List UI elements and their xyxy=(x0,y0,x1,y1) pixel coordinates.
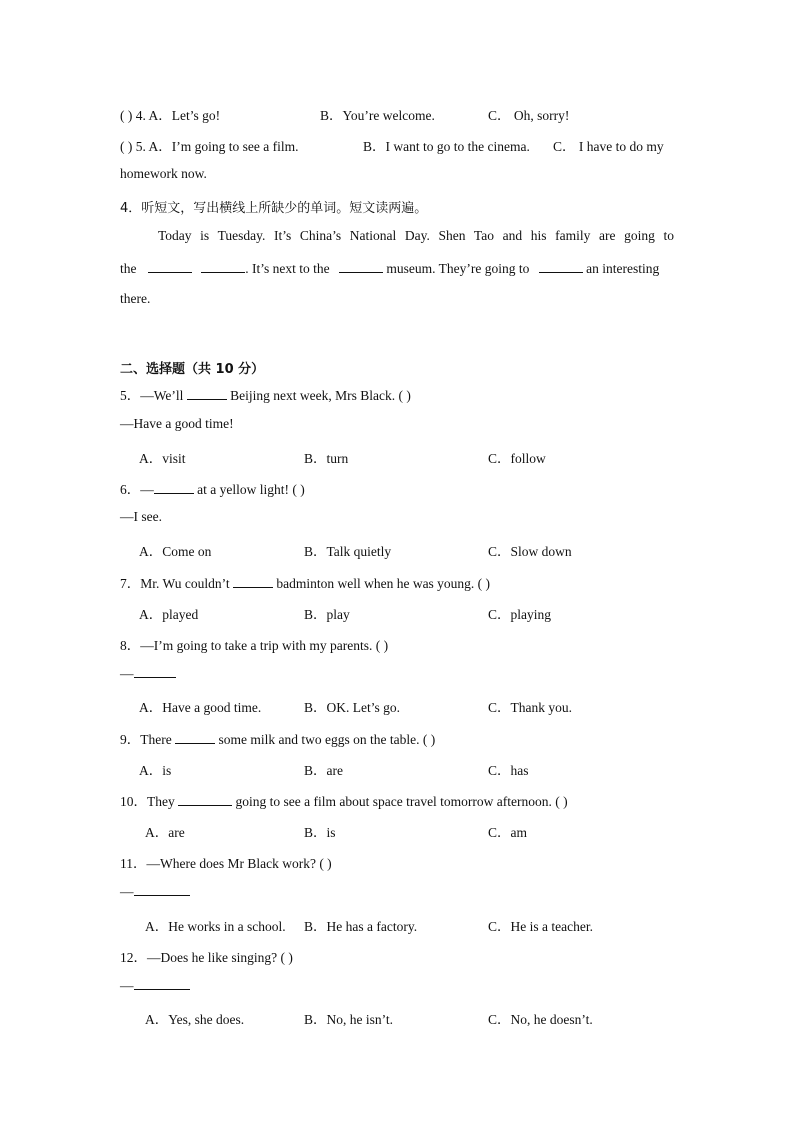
option-c: C．follow xyxy=(488,451,546,466)
option-a: A．are xyxy=(145,825,185,840)
option-b: B．OK. Let’s go. xyxy=(304,700,400,715)
passage-line-3: there. xyxy=(120,291,151,306)
answer-paren: ( ) xyxy=(120,139,133,154)
section-4-title: 4．听短文，写出横线上所缺少的单词。短文读两遍。 xyxy=(120,201,428,216)
option-a: 5. A．I’m going to see a film. xyxy=(135,139,299,154)
answer-blank[interactable] xyxy=(233,575,273,588)
question-8-stem: 8．—I’m going to take a trip with my parents. ( ) xyxy=(120,638,389,653)
stem-text: 5．—We’ll xyxy=(120,388,184,403)
question-10-stem xyxy=(120,790,568,810)
stem-text: badminton well when he was young. ( ) xyxy=(276,576,491,591)
option-a: A．Come on xyxy=(139,544,212,559)
answer-blank[interactable] xyxy=(134,883,190,896)
option-a: A．is xyxy=(139,763,172,778)
stem-text: at a yellow light! ( ) xyxy=(197,482,305,497)
stem-text: 7．Mr. Wu couldn’t xyxy=(120,576,230,591)
option-b: B．is xyxy=(304,825,336,840)
question-6-reply: —I see. xyxy=(120,509,162,524)
option-b: B．I want to go to the cinema. xyxy=(363,139,530,154)
option-c: C．am xyxy=(488,825,527,840)
option-b: B．No, he isn’t. xyxy=(304,1012,394,1027)
answer-blank[interactable] xyxy=(134,977,190,990)
answer-blank[interactable] xyxy=(539,260,583,273)
option-c: C．has xyxy=(488,763,529,778)
passage-text: museum. They’re going to xyxy=(386,261,530,276)
option-b: B．Talk quietly xyxy=(304,544,392,559)
question-11-reply xyxy=(120,883,190,900)
answer-blank[interactable] xyxy=(154,481,194,494)
question-5-row xyxy=(120,135,298,155)
answer-blank[interactable] xyxy=(148,260,192,273)
answer-blank[interactable] xyxy=(339,260,383,273)
option-b: B．He has a factory. xyxy=(304,919,418,934)
answer-blank[interactable] xyxy=(175,731,215,744)
dash: — xyxy=(120,666,134,681)
answer-blank[interactable] xyxy=(187,387,227,400)
question-12-reply xyxy=(120,977,190,994)
question-7-stem xyxy=(120,572,490,592)
stem-text: Beijing next week, Mrs Black. ( ) xyxy=(230,388,411,403)
option-a: A．visit xyxy=(139,451,186,466)
option-c: C．He is a teacher. xyxy=(488,919,593,934)
question-8-reply xyxy=(120,665,176,682)
stem-text: 9．There xyxy=(120,732,172,747)
option-c: C． Oh, sorry! xyxy=(488,108,570,123)
option-a: 4. A．Let’s go! xyxy=(135,108,221,123)
option-b: B．You’re welcome. xyxy=(320,108,435,123)
dash: — xyxy=(120,884,134,899)
option-a: A．Yes, she does. xyxy=(145,1012,245,1027)
question-5-stem xyxy=(120,384,411,404)
option-c: C．No, he doesn’t. xyxy=(488,1012,593,1027)
question-11-stem: 11．—Where does Mr Black work? ( ) xyxy=(120,856,332,871)
stem-text: 6．— xyxy=(120,482,154,497)
option-b: B．turn xyxy=(304,451,349,466)
option-c: C．Thank you. xyxy=(488,700,572,715)
option-c: C．Slow down xyxy=(488,544,572,559)
question-12-stem: 12．—Does he like singing? ( ) xyxy=(120,950,293,965)
dash: — xyxy=(120,978,134,993)
option-a: A．He works in a school. xyxy=(145,919,286,934)
option-b: B．are xyxy=(304,763,343,778)
question-4-row xyxy=(120,104,220,124)
answer-blank[interactable] xyxy=(178,793,232,806)
option-a: A．played xyxy=(139,607,199,622)
passage-text: an interesting xyxy=(586,261,660,276)
option-c: C． I have to do my xyxy=(553,139,664,154)
answer-blank[interactable] xyxy=(134,665,176,678)
option-a: A．Have a good time. xyxy=(139,700,262,715)
passage-line-1: Today is Tuesday. It’s China’s National Day. Shen Tao and his family are going to xyxy=(158,228,674,243)
stem-text: going to see a film about space travel tomorrow afternoon. ( ) xyxy=(235,794,568,809)
passage-text: . It’s next to the xyxy=(245,261,330,276)
option-c-continued: homework now. xyxy=(120,166,207,181)
answer-paren: ( ) xyxy=(120,108,133,123)
option-c: C．playing xyxy=(488,607,551,622)
question-9-stem xyxy=(120,728,435,748)
section-two-title: 二、选择题（共 10 分） xyxy=(120,362,265,377)
option-b: B．play xyxy=(304,607,350,622)
question-5-reply: —Have a good time! xyxy=(120,416,234,431)
passage-text: the xyxy=(120,261,137,276)
passage-line-2 xyxy=(120,260,659,277)
stem-text: 10．They xyxy=(120,794,175,809)
question-6-stem xyxy=(120,478,305,498)
answer-blank[interactable] xyxy=(201,260,245,273)
stem-text: some milk and two eggs on the table. ( ) xyxy=(218,732,436,747)
